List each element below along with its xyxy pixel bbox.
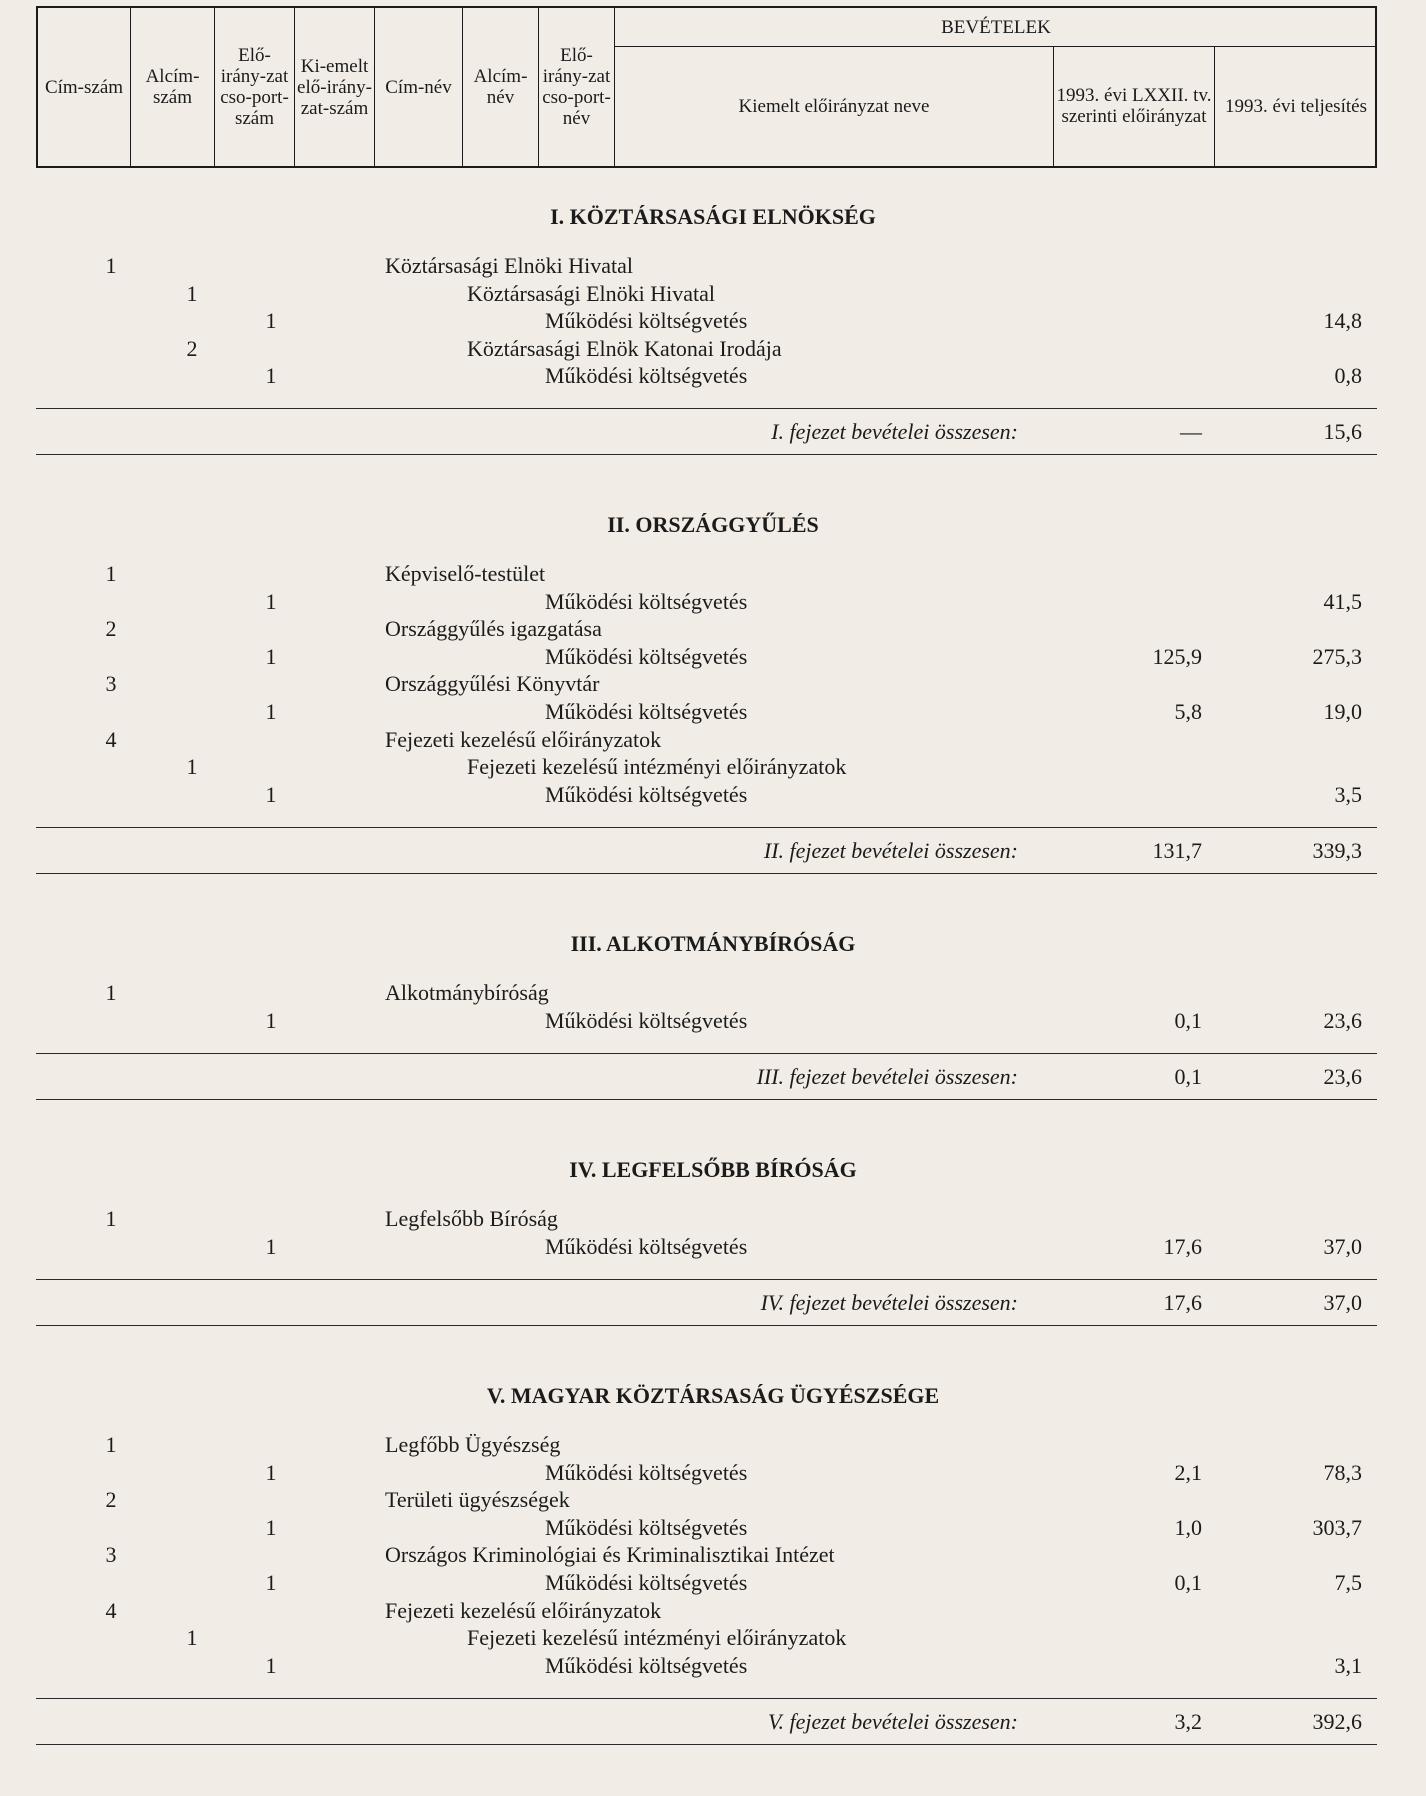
- header-cimnev: Cím-név: [374, 8, 462, 166]
- plan-value: 1,0: [1174, 1514, 1202, 1540]
- row-label: Fejezeti kezelésű előirányzatok: [385, 1597, 662, 1623]
- kiemelt-number: 1: [265, 699, 277, 724]
- row-label: Működési költségvetés: [545, 1514, 748, 1540]
- row-label: Működési költségvetés: [545, 1459, 748, 1485]
- plan-value: 0,1: [1174, 1007, 1202, 1033]
- total-actual-value: 37,0: [1323, 1290, 1362, 1315]
- plan-value: 0,1: [1174, 1570, 1202, 1595]
- actual-value: 19,0: [1323, 699, 1362, 724]
- row-label: Működési költségvetés: [545, 1007, 748, 1033]
- kiemelt-number: 1: [265, 1233, 277, 1259]
- table-row: [0, 1205, 1426, 1233]
- section-rule-top: [36, 1698, 1377, 1699]
- header-plan: 1993. évi LXXII. tv. szerinti előirányzat: [1056, 85, 1212, 127]
- kiemelt-number: 1: [265, 1652, 277, 1678]
- actual-value: 303,7: [1312, 1514, 1362, 1540]
- table-row: [0, 1597, 1426, 1625]
- total-label: IV. fejezet bevételei összesen:: [760, 1290, 1018, 1315]
- row-label: Legfelsőbb Bíróság: [385, 1206, 558, 1231]
- total-label: I. fejezet bevételei összesen:: [771, 419, 1018, 444]
- row-label: Országos Kriminológiai és Kriminalisztikai Intézet: [385, 1542, 835, 1568]
- section-title: III. ALKOTMÁNYBÍRÓSÁG: [570, 931, 856, 956]
- table-row: [0, 615, 1426, 643]
- actual-value: 275,3: [1312, 643, 1362, 669]
- row-label: Országgyűlési Könyvtár: [385, 671, 600, 697]
- cim-number: 2: [105, 1487, 117, 1513]
- total-actual-value: 23,6: [1323, 1064, 1362, 1089]
- row-label: Köztársasági Elnöki Hivatal: [385, 253, 634, 278]
- alcim-number: 1: [186, 754, 198, 780]
- row-label: Működési költségvetés: [545, 1233, 748, 1259]
- plan-value: 5,8: [1174, 699, 1202, 724]
- kiemelt-number: 1: [265, 363, 277, 389]
- row-label: Működési költségvetés: [545, 699, 748, 724]
- section-total-row: [0, 1289, 1426, 1317]
- total-actual-value: 15,6: [1323, 419, 1362, 444]
- table-row: [0, 1569, 1426, 1597]
- header-actual: 1993. évi teljesítés: [1225, 95, 1367, 117]
- row-label: Működési költségvetés: [545, 1570, 748, 1595]
- kiemelt-number: 1: [265, 1007, 277, 1033]
- row-label: Köztársasági Elnök Katonai Irodája: [467, 335, 782, 361]
- actual-value: 78,3: [1323, 1459, 1362, 1485]
- section-rule-bottom: [36, 454, 1377, 455]
- total-label: III. fejezet bevételei összesen:: [756, 1064, 1018, 1089]
- kiemelt-number: 1: [265, 1570, 277, 1595]
- table-row: [0, 252, 1426, 280]
- table-row: [0, 1233, 1426, 1261]
- table-row: [0, 643, 1426, 671]
- table-row: [0, 1486, 1426, 1514]
- plan-value: 125,9: [1152, 643, 1202, 669]
- section-rule-top: [36, 1053, 1377, 1054]
- kiemelt-number: 1: [265, 308, 277, 334]
- table-row: [0, 560, 1426, 588]
- cim-number: 1: [105, 1206, 117, 1231]
- section-rule-bottom: [36, 1099, 1377, 1100]
- section-total-row: [0, 1708, 1426, 1736]
- cim-number: 4: [105, 1597, 117, 1623]
- header-cimszam: Cím-szám: [44, 76, 124, 98]
- cim-number: 4: [105, 726, 117, 752]
- actual-value: 3,1: [1334, 1652, 1362, 1678]
- cim-number: 1: [105, 253, 117, 278]
- alcim-number: 1: [186, 1625, 198, 1651]
- section-total-row: [0, 1063, 1426, 1091]
- table-row: [0, 670, 1426, 698]
- alcim-number: 2: [186, 335, 198, 361]
- total-label: II. fejezet bevételei összesen:: [763, 838, 1018, 863]
- header-csoportszam: Elő-irány-zat cso-port-szám: [214, 8, 294, 166]
- table-header: [36, 6, 1377, 168]
- header-bevetelek: BEVÉTELEK: [941, 16, 1051, 38]
- table-row: [0, 335, 1426, 363]
- row-label: Fejezeti kezelésű intézményi előirányzatok: [467, 1625, 847, 1651]
- actual-value: 7,5: [1334, 1570, 1362, 1595]
- total-label: V. fejezet bevételei összesen:: [767, 1709, 1018, 1734]
- table-row: [0, 1541, 1426, 1569]
- table-row: [0, 1459, 1426, 1487]
- row-label: Működési költségvetés: [545, 643, 748, 669]
- total-plan-value: 131,7: [1152, 838, 1202, 863]
- section-rule-bottom: [36, 1325, 1377, 1326]
- table-row: [0, 280, 1426, 308]
- table-row: [0, 726, 1426, 754]
- table-row: [0, 1431, 1426, 1459]
- table-row: [0, 1007, 1426, 1035]
- row-label: Fejezeti kezelésű intézményi előirányzatok: [467, 754, 847, 780]
- header-alcimnev: Alcím-név: [462, 8, 538, 166]
- section-title: V. MAGYAR KÖZTÁRSASÁG ÜGYÉSZSÉGE: [486, 1383, 940, 1408]
- table-row: [0, 1514, 1426, 1542]
- row-label: Alkotmánybíróság: [385, 980, 549, 1005]
- section-total-row: [0, 837, 1426, 865]
- row-label: Országgyűlés igazgatása: [385, 616, 602, 642]
- section-title: I. KÖZTÁRSASÁGI ELNÖKSÉG: [550, 204, 876, 229]
- cim-number: 2: [105, 616, 117, 642]
- plan-value: 2,1: [1174, 1459, 1202, 1485]
- section-title: II. ORSZÁGGYŰLÉS: [607, 512, 819, 537]
- alcim-number: 1: [186, 280, 198, 306]
- row-label: Működési költségvetés: [545, 1652, 748, 1678]
- table-row: [0, 588, 1426, 616]
- kiemelt-number: 1: [265, 588, 277, 614]
- section-rule-top: [36, 1279, 1377, 1280]
- total-plan-value: —: [1180, 419, 1202, 444]
- plan-value: 17,6: [1163, 1233, 1202, 1259]
- row-label: Képviselő-testület: [385, 561, 546, 586]
- cim-number: 1: [105, 980, 117, 1005]
- total-actual-value: 392,6: [1312, 1709, 1362, 1734]
- header-kiemelt-nev: Kiemelt előirányzat neve: [738, 95, 930, 117]
- table-row: [0, 698, 1426, 726]
- table-row: [0, 362, 1426, 390]
- cim-number: 1: [105, 561, 117, 586]
- actual-value: 14,8: [1323, 308, 1362, 334]
- actual-value: 23,6: [1323, 1007, 1362, 1033]
- kiemelt-number: 1: [265, 1514, 277, 1540]
- row-label: Legfőbb Ügyészség: [385, 1432, 561, 1457]
- header-csoportnev: Elő-irány-zat cso-port-név: [538, 8, 614, 166]
- table-row: [0, 979, 1426, 1007]
- total-plan-value: 17,6: [1163, 1290, 1202, 1315]
- row-label: Fejezeti kezelésű előirányzatok: [385, 726, 662, 752]
- total-actual-value: 339,3: [1312, 838, 1362, 863]
- cim-number: 3: [105, 1542, 117, 1568]
- section-rule-top: [36, 827, 1377, 828]
- row-label: Területi ügyészségek: [385, 1487, 570, 1513]
- table-row: [0, 1624, 1426, 1652]
- section-total-row: [0, 418, 1426, 446]
- row-label: Működési költségvetés: [545, 781, 748, 807]
- section-title: IV. LEGFELSŐBB BÍRÓSÁG: [569, 1157, 857, 1182]
- cim-number: 3: [105, 671, 117, 697]
- header-kiemelt-szam: Ki-emelt elő-irány-zat-szám: [294, 8, 374, 166]
- row-label: Működési költségvetés: [545, 588, 748, 614]
- cim-number: 1: [105, 1432, 117, 1457]
- table-row: [0, 781, 1426, 809]
- kiemelt-number: 1: [265, 781, 277, 807]
- section-rule-bottom: [36, 873, 1377, 874]
- row-label: Működési költségvetés: [545, 363, 748, 389]
- section-rule-top: [36, 408, 1377, 409]
- total-plan-value: 0,1: [1174, 1064, 1202, 1089]
- actual-value: 41,5: [1323, 588, 1362, 614]
- kiemelt-number: 1: [265, 1459, 277, 1485]
- table-row: [0, 753, 1426, 781]
- total-plan-value: 3,2: [1174, 1709, 1202, 1734]
- actual-value: 0,8: [1334, 363, 1362, 389]
- table-row: [0, 307, 1426, 335]
- table-row: [0, 1652, 1426, 1680]
- row-label: Működési költségvetés: [545, 308, 748, 334]
- header-alcimszam: Alcím-szám: [130, 8, 214, 166]
- actual-value: 37,0: [1323, 1233, 1362, 1259]
- row-label: Köztársasági Elnöki Hivatal: [467, 280, 716, 306]
- section-rule-bottom: [36, 1744, 1377, 1745]
- kiemelt-number: 1: [265, 643, 277, 669]
- actual-value: 3,5: [1334, 781, 1362, 807]
